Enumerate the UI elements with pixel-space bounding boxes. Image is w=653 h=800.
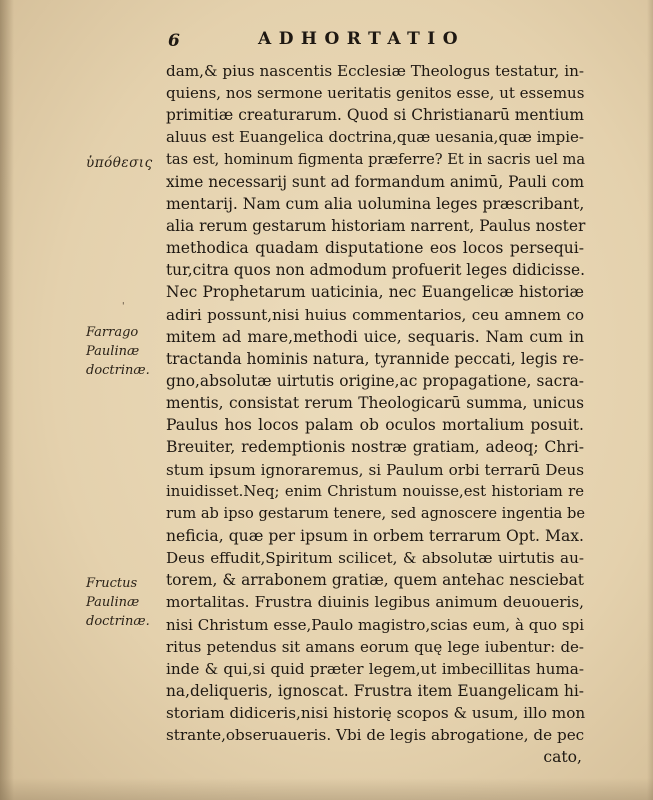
text-line: mortalitas. Frustra diuinis legibus animum deuoueris, [166,593,584,612]
text-line: tas est, hominum figmenta præferre? Et in sacris uel ma [166,150,586,168]
text-line: na,deliqueris, ignoscat. Frustra item Euangelicam hi- [166,681,584,700]
text-line: inuidisset.Neq; enim Christum nouisse,est historiam re [166,482,584,500]
text-line: torem, & arrabonem gratiæ, quem antehac nesciebat [166,571,584,590]
text-line: methodica quadam disputatione eos locos persequi- [166,239,584,258]
margin-note-line: doctrinæ. [86,363,150,378]
text-line: rum ab ipso gestarum tenere, sed agnoscere ingentia be [166,504,585,522]
margin-note-line: Fructus [86,576,138,591]
text-line: quiens, nos sermone ueritatis genitos esse, ut essemus [166,84,585,103]
text-line: tractanda hominis natura, tyrannide peccati, legis re- [166,349,584,368]
margin-note-line: Paulinæ [86,595,140,610]
page-left-shadow [0,0,14,800]
running-head: ADHORTATIO [258,29,466,49]
text-line: neficia, quæ per ipsum in orbem terrarum Opt. Max. [166,526,584,545]
page-bottom-shadow [0,778,653,800]
text-line: Deus effudit,Spiritum scilicet, & absolutæ uirtutis au- [166,549,584,568]
page-number: 6 [168,31,180,51]
main-text-block [166,60,584,769]
text-line: storiam didiceris,nisi historię scopos & usum, illo mon [166,704,586,723]
text-line: mitem ad mare,methodi uice, sequaris. Nam cum in [166,327,584,346]
stray-ink-mark: ' [122,302,125,312]
text-line: ritus petendus sit amans eorum quę lege iubentur: de- [166,637,584,656]
text-line: adiri possunt,nisi huius commentarios, ceu amnem co [166,305,584,324]
margin-note-farrago [86,323,150,380]
catchword: cato, [543,748,582,767]
margin-note-hypothesis: ὑπόθεσις [86,155,153,171]
text-line: Nec Prophetarum uaticinia, nec Euangelicæ historiæ [166,283,584,302]
text-line: Breuiter, redemptionis nostræ gratiam, adeoq; Chri- [166,438,584,457]
text-line: dam,& pius nascentis Ecclesiæ Theologus testatur, in- [166,62,584,80]
text-line: strante,obseruaueris. Vbi de legis abrogatione, de pec [166,726,585,745]
text-line: tur,citra quos non admodum profuerit leges didicisse. [166,261,585,280]
text-line: gno,absolutæ uirtutis origine,ac propagatione, sacra- [166,371,584,390]
text-line: Paulus hos locos palam ob oculos mortalium posuit. [166,416,584,435]
text-line: nisi Christum esse,Paulo magistro,scias eum, à quo spi [166,615,584,634]
margin-note-fructus [86,574,150,631]
margin-note-line: doctrinæ. [86,614,150,629]
text-line: stum ipsum ignoraremus, si Paulum orbi terrarū Deus [166,460,584,479]
margin-note-line: Paulinæ [86,344,140,359]
text-line: inde & qui,si quid præter legem,ut imbecillitas huma- [166,659,584,678]
text-line: aluus est Euangelica doctrina,quæ uesania,quæ impie- [166,128,584,147]
text-line: primitiæ creaturarum. Quod si Christianarū mentium [166,106,584,125]
text-line: xime necessarij sunt ad formandum animū, Pauli com [166,172,585,191]
text-line: mentis, consistat rerum Theologicarū summa, unicus [166,394,584,413]
margin-note-line: Farrago [86,325,139,340]
text-line: mentarij. Nam cum alia uolumina leges præscribant, [166,194,585,213]
text-line: alia rerum gestarum historiam narrent, Paulus noster [166,216,586,235]
page-right-shadow [647,0,653,800]
